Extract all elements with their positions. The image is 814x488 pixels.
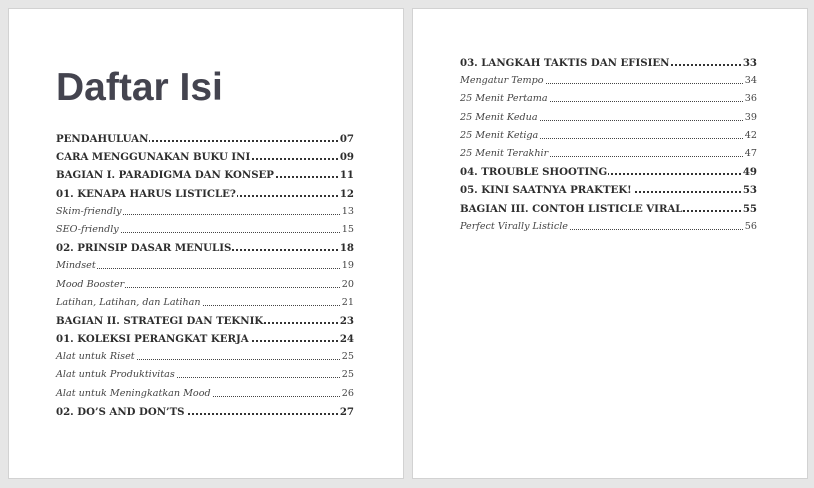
toc-entry[interactable]: [56, 386, 354, 404]
toc-entry[interactable]: [56, 222, 354, 240]
toc-entry[interactable]: [56, 331, 354, 349]
toc-entry-label: 25 Menit Terakhir: [460, 147, 549, 159]
toc-entry-label: 01. KENAPA HARUS LISTICLE?: [56, 187, 236, 200]
toc-entry-label: 02. DO’S AND DON’TS: [56, 405, 185, 418]
toc-entry[interactable]: [460, 146, 757, 164]
toc-entry-label: Alat untuk Riset: [56, 351, 135, 363]
toc-entry[interactable]: [460, 128, 757, 146]
toc-entry-label: 04. TROUBLE SHOOTING: [460, 166, 608, 179]
toc-entry-page-number: 09: [339, 151, 354, 164]
toc-entry[interactable]: [56, 204, 354, 222]
document-page-left: [8, 8, 404, 479]
toc-entry-page-number: 33: [742, 57, 757, 69]
toc-entry[interactable]: [56, 186, 354, 204]
toc-entry-page-number: 39: [744, 111, 757, 123]
toc-entry[interactable]: [460, 164, 757, 182]
toc-entry-label: 25 Menit Kedua: [460, 111, 538, 123]
toc-entry-label: CARA MENGGUNAKAN BUKU INI: [56, 151, 251, 164]
toc-entry-label: Skim-friendly: [56, 205, 122, 217]
toc-entry-page-number: 13: [341, 205, 354, 217]
toc-entry[interactable]: [460, 219, 757, 237]
toc-entry-page-number: 11: [339, 169, 354, 182]
toc-entry-page-number: 20: [341, 278, 354, 290]
toc-entry-page-number: 53: [742, 184, 757, 197]
toc-entry-page-number: 21: [341, 296, 354, 308]
toc-entry[interactable]: [56, 313, 354, 331]
toc-entry-page-number: 15: [341, 223, 354, 235]
toc-entry[interactable]: [56, 131, 354, 149]
toc-entry-page-number: 27: [339, 405, 354, 418]
toc-entry-page-number: 56: [744, 220, 757, 232]
toc-entry-label: 25 Menit Ketiga: [460, 129, 539, 141]
table-of-contents: [56, 131, 354, 422]
toc-entry-page-number: 23: [339, 314, 354, 327]
toc-entry[interactable]: [56, 167, 354, 185]
toc-entry-page-number: 49: [742, 166, 757, 179]
toc-entry-page-number: 18: [339, 242, 354, 255]
toc-entry-label: 25 Menit Pertama: [460, 93, 548, 105]
toc-entry-label: Mood Booster: [56, 278, 125, 290]
toc-entry-page-number: 19: [341, 260, 354, 272]
toc-entry[interactable]: [56, 404, 354, 422]
toc-entry[interactable]: [56, 367, 354, 385]
toc-entry-label: 03. LANGKAH TAKTIS DAN EFISIEN: [460, 57, 670, 69]
toc-entry-page-number: 12: [339, 187, 354, 200]
table-of-contents-continued: [460, 55, 757, 237]
toc-entry-label: 01. KOLEKSI PERANGKAT KERJA: [56, 333, 249, 346]
toc-entry-page-number: 25: [341, 369, 354, 381]
toc-entry-label: Latihan, Latihan, dan Latihan: [56, 296, 201, 308]
toc-entry-label: 02. PRINSIP DASAR MENULIS: [56, 242, 232, 255]
toc-entry[interactable]: [460, 182, 757, 200]
toc-entry[interactable]: [460, 91, 757, 109]
toc-entry[interactable]: [56, 295, 354, 313]
toc-entry-label: BAGIAN II. STRATEGI DAN TEKNIK: [56, 314, 264, 327]
toc-entry-page-number: 24: [339, 333, 354, 346]
toc-entry[interactable]: [460, 201, 757, 219]
toc-entry[interactable]: [56, 349, 354, 367]
page-title: Daftar Isi: [56, 66, 223, 109]
toc-entry[interactable]: [460, 110, 757, 128]
toc-entry-label: Alat untuk Produktivitas: [56, 369, 175, 381]
toc-entry[interactable]: [56, 258, 354, 276]
toc-entry-page-number: 07: [339, 133, 354, 145]
toc-entry-page-number: 42: [744, 129, 757, 141]
toc-entry-label: Mindset: [56, 260, 96, 272]
toc-entry-label: SEO-friendly: [56, 223, 119, 235]
toc-entry[interactable]: [460, 55, 757, 73]
toc-entry-page-number: 47: [744, 147, 757, 159]
toc-entry[interactable]: [56, 277, 354, 295]
toc-entry-page-number: 55: [742, 202, 757, 215]
toc-entry-label: Mengatur Tempo: [460, 75, 544, 87]
document-page-right: [412, 8, 808, 479]
toc-entry-label: BAGIAN III. CONTOH LISTICLE VIRAL: [460, 202, 683, 215]
dot-leader: [56, 268, 354, 269]
toc-entry-page-number: 36: [744, 93, 757, 105]
toc-entry[interactable]: [56, 149, 354, 167]
toc-entry-label: Alat untuk Meningkatkan Mood: [56, 387, 211, 399]
toc-entry[interactable]: [460, 73, 757, 91]
toc-entry-label: BAGIAN I. PARADIGMA DAN KONSEP: [56, 169, 274, 182]
toc-entry-label: 05. KINI SAATNYA PRAKTEK!: [460, 184, 632, 197]
toc-entry[interactable]: [56, 240, 354, 258]
toc-entry-label: PENDAHULUAN: [56, 133, 149, 145]
toc-entry-page-number: 26: [341, 387, 354, 399]
toc-entry-page-number: 25: [341, 351, 354, 363]
toc-entry-label: Perfect Virally Listicle: [460, 220, 568, 232]
toc-entry-page-number: 34: [744, 75, 757, 87]
